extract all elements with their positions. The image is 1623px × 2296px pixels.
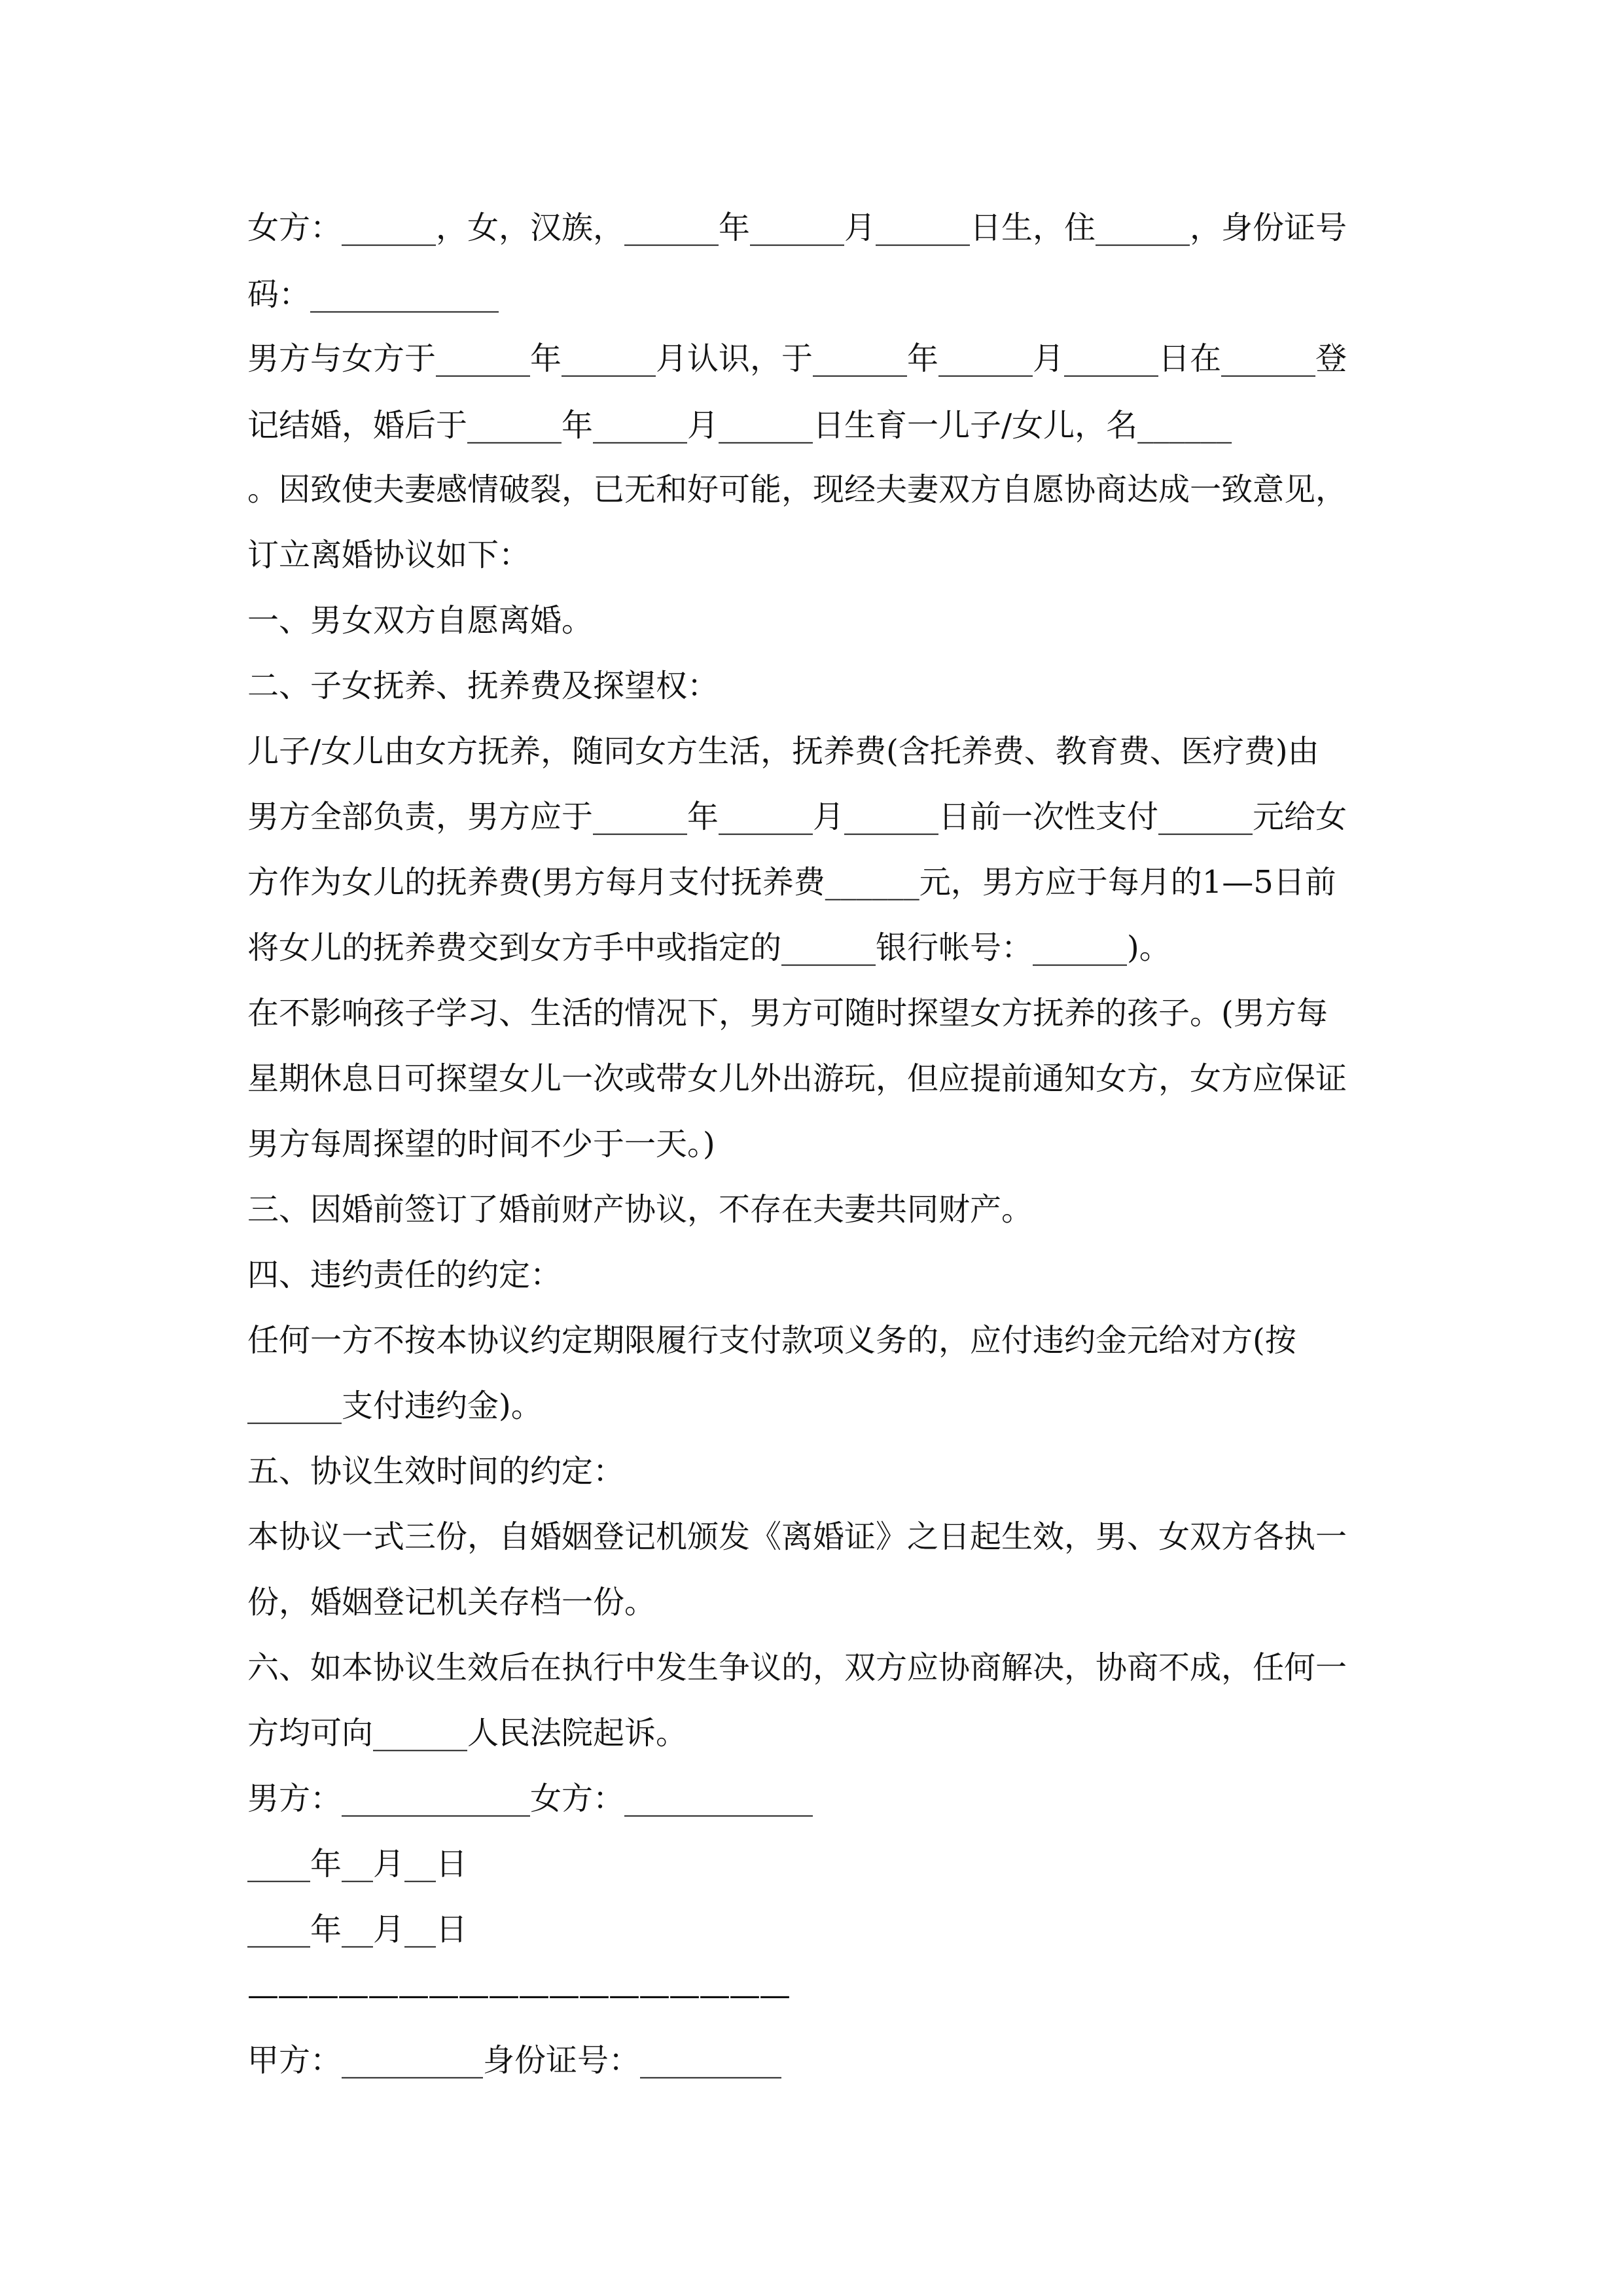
section-heading: 五、协议生效时间的约定： bbox=[247, 1453, 625, 1490]
text-line: 男方每周探望的时间不少于一天。) bbox=[247, 1126, 715, 1162]
text-line: 份，婚姻登记机关存档一份。 bbox=[247, 1584, 656, 1621]
text-line: 男方与女方于______年______月认识，于______年______月______日在______登 bbox=[247, 340, 1347, 377]
text-line: 在不影响孩子学习、生活的情况下，男方可随时探望女方抚养的孩子。(男方每 bbox=[247, 995, 1328, 1031]
text-line: 星期休息日可探望女儿一次或带女儿外出游玩，但应提前通知女方，女方应保证 bbox=[247, 1060, 1347, 1097]
text-line: 儿子/女儿由女方抚养，随同女方生活，抚养费(含托养费、教育费、医疗费)由 bbox=[247, 733, 1319, 770]
text-line: ______支付违约金)。 bbox=[247, 1388, 543, 1424]
text-line: 任何一方不按本协议约定期限履行支付款项义务的，应付违约金元给对方(按 bbox=[247, 1322, 1296, 1359]
separator-rule: —————————————————— bbox=[247, 1977, 789, 2013]
section-heading: 二、子女抚养、抚养费及探望权： bbox=[247, 668, 719, 704]
party-id-line: 甲方：_________身份证号：_________ bbox=[247, 2042, 782, 2079]
text-line: 女方：______，女，汉族，______年______月______日生，住______，身份证号 bbox=[247, 209, 1347, 246]
text-line: 将女儿的抚养费交到女方手中或指定的______银行帐号：______)。 bbox=[247, 929, 1171, 966]
text-line: 码：____________ bbox=[247, 276, 499, 313]
signature-line: 男方：____________女方：____________ bbox=[247, 1780, 813, 1817]
text-line: 方均可向______人民法院起诉。 bbox=[247, 1715, 688, 1751]
section-heading: 三、因婚前签订了婚前财产协议，不存在夫妻共同财产。 bbox=[247, 1191, 1033, 1228]
text-line: 方作为女儿的抚养费(男方每月支付抚养费______元，男方应于每月的1—5日前 bbox=[247, 864, 1336, 901]
date-line: ____年__月__日 bbox=[247, 1846, 468, 1882]
text-line: 订立离婚协议如下： bbox=[247, 537, 531, 573]
section-heading: 四、违约责任的约定： bbox=[247, 1257, 562, 1293]
text-line: 本协议一式三份，自婚姻登记机颁发《离婚证》之日起生效，男、女双方各执一 bbox=[247, 1518, 1347, 1555]
text-line: 。因致使夫妻感情破裂，已无和好可能，现经夫妻双方自愿协商达成一致意见， bbox=[247, 471, 1347, 508]
date-line: ____年__月__日 bbox=[247, 1911, 468, 1948]
text-line: 男方全部负责，男方应于______年______月______日前一次性支付______元给女 bbox=[247, 798, 1347, 835]
text-line: 记结婚，婚后于______年______月______日生育一儿子/女儿，名______ bbox=[247, 407, 1232, 444]
section-heading: 六、如本协议生效后在执行中发生争议的，双方应协商解决，协商不成，任何一 bbox=[247, 1649, 1347, 1686]
section-heading: 一、男女双方自愿离婚。 bbox=[247, 602, 594, 639]
